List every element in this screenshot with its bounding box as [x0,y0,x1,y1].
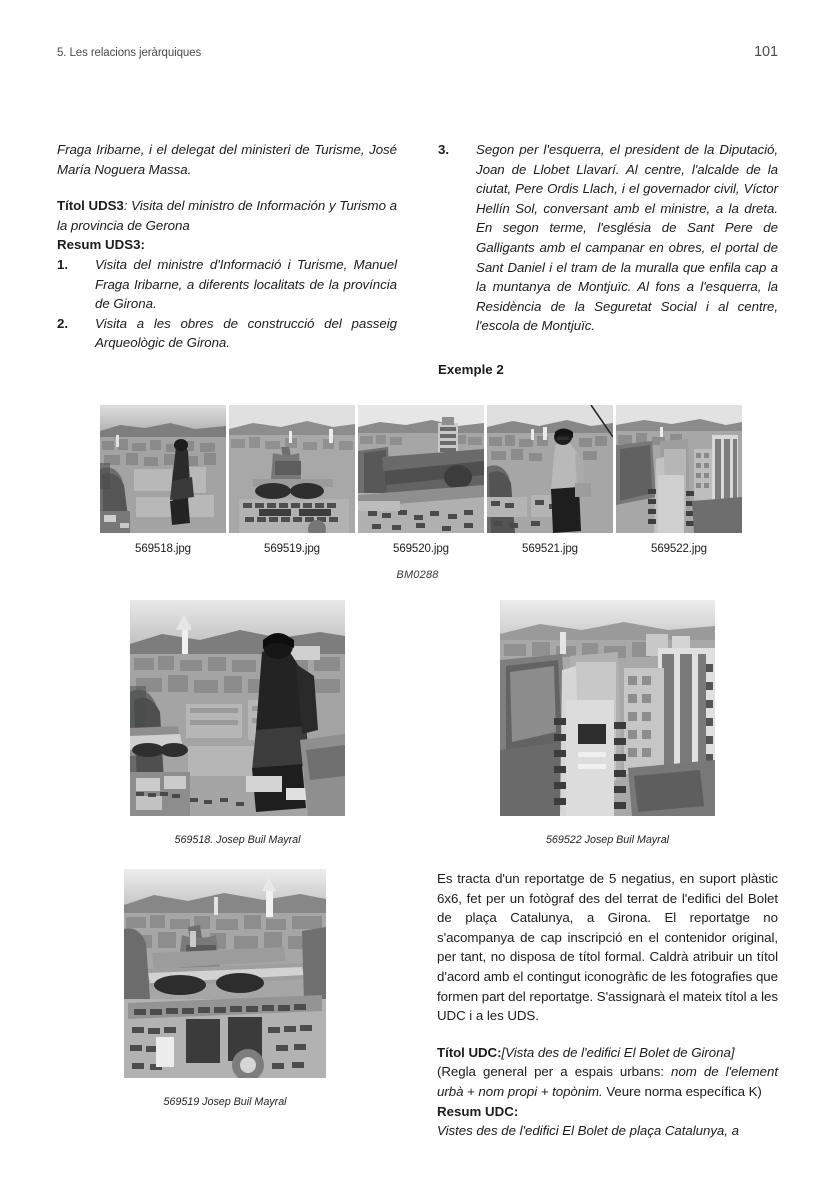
thumbnail-caption: 569522.jpg [651,543,707,555]
exemple-2-heading: Exemple 2 [438,361,504,377]
list-item-text: Visita a les obres de construcció del passeig Arqueològic de Girona. [95,315,397,351]
running-head [57,44,778,60]
thumbnail-image-569519[interactable] [229,405,355,533]
thumbnail-image-569522[interactable] [616,405,742,533]
thumbnail-image-569521[interactable] [487,405,613,533]
list-item-text: Visita del ministre d'Informació i Turisme, Manuel Fraga Iribarne, a diferents localitats de la província de Girona. [95,256,397,312]
resum-uds3-list [57,255,397,353]
thumbnail-cell [229,405,355,555]
list-item [57,314,397,353]
photo-569518[interactable] [130,600,345,816]
thumbnail-caption: 569521.jpg [522,543,578,555]
thumbnail-caption: 569520.jpg [393,543,449,555]
titol-udc-paragraph [437,1043,778,1063]
thumbnail-cell [358,405,484,555]
photo-caption-569522: 569522 Josep Buil Mayral [545,834,670,846]
resum-udc-label: Resum UDC: [437,1103,519,1119]
rule-prefix: (Regla general per a espais urbans: [437,1064,672,1080]
left-column [57,140,397,380]
list-item-number: 2. [57,315,68,331]
rule-note [437,1062,778,1101]
right-column [438,140,778,380]
right-column-list [438,140,778,336]
list-item [57,255,397,314]
thumbnail-caption: 569519.jpg [264,543,320,555]
two-column-body [57,140,778,380]
titol-uds3-paragraph [57,196,397,235]
photo-caption-569519: 569519 Josep Buil Mayral [163,1096,287,1108]
titol-udc-value: [Vista des de l'edifici El Bolet de Girona] [501,1044,735,1060]
thumbnail-image-569518[interactable] [100,405,226,533]
photo-569519[interactable] [124,869,326,1078]
photo-569522[interactable] [500,600,715,816]
titol-uds3-value: : Visita del ministro de Información y Turismo a la provincia de Gerona [57,198,397,233]
thumbnail-cell [487,405,613,555]
thumbnail-cell [100,405,226,555]
thumbnail-caption: 569518.jpg [135,543,191,555]
list-item-text: Segon per l'esquerra, el president de la Diputació, Joan de Llobet Llavarí. Al centre, l'alcalde de la ciutat, Pere Ordis Llach, i el governador civil, Víctor Hellín Sol, conversant amb el ministre, a la dreta. En segon terme, l'església de Sant Pere de Galligants amb el campanar en obres, el portal de Sant Daniel i el tram de la muralla que enfila cap a la muntanya de Montjuïc. Al fons a l'esquerra, la Residència de la Seguretat Social i al centre, l'escola de Montjuïc. [476,142,778,334]
reportage-description: Es tracta d'un reportatge de 5 negatius, en suport plàstic 6x6, fet per un fotògraf des del terrat de l'edifici del Bolet de plaça Catalunya, a Girona. El reportatge no s'acompanya de cap inscripció en el contenidor original, per tant, no disposa de títol formal. Caldrà atribuir un títol d'acord amb el contingut iconogràfic de les fotografies que formen part del reportatge. S'assignarà el mateix títol a les UDC i a les UDS. [437,871,778,1024]
photo-caption-569518: 569518. Josep Buil Mayral [174,834,301,846]
resum-udc-text: Vistes des de l'edifici El Bolet de plaça Catalunya, a [437,1123,739,1139]
titol-uds3-label: Títol UDS3 [57,198,124,214]
thumbnail-strip [100,405,736,555]
strip-identifier: BM0288 [396,569,439,581]
thumbnail-image-569520[interactable] [358,405,484,533]
list-item-number: 3. [438,142,449,157]
thumbnail-cell [616,405,742,555]
rule-italic: nom de l'element urbà + nom propi + topònim. [437,1064,779,1099]
list-item-number: 1. [57,256,68,272]
resum-uds3-label: Resum UDS3: [57,237,145,253]
titol-udc-label: Títol UDC: [437,1044,502,1060]
list-item [438,140,778,336]
rule-suffix: Veure norma específica K) [602,1083,762,1099]
bottom-right-column [437,869,778,1141]
chapter-title: 5. Les relacions jeràrquiques [57,47,202,59]
page-number: 101 [754,44,778,60]
continued-paragraph: Fraga Iribarne, i el delegat del ministeri de Turisme, José María Noguera Massa. [57,142,397,177]
